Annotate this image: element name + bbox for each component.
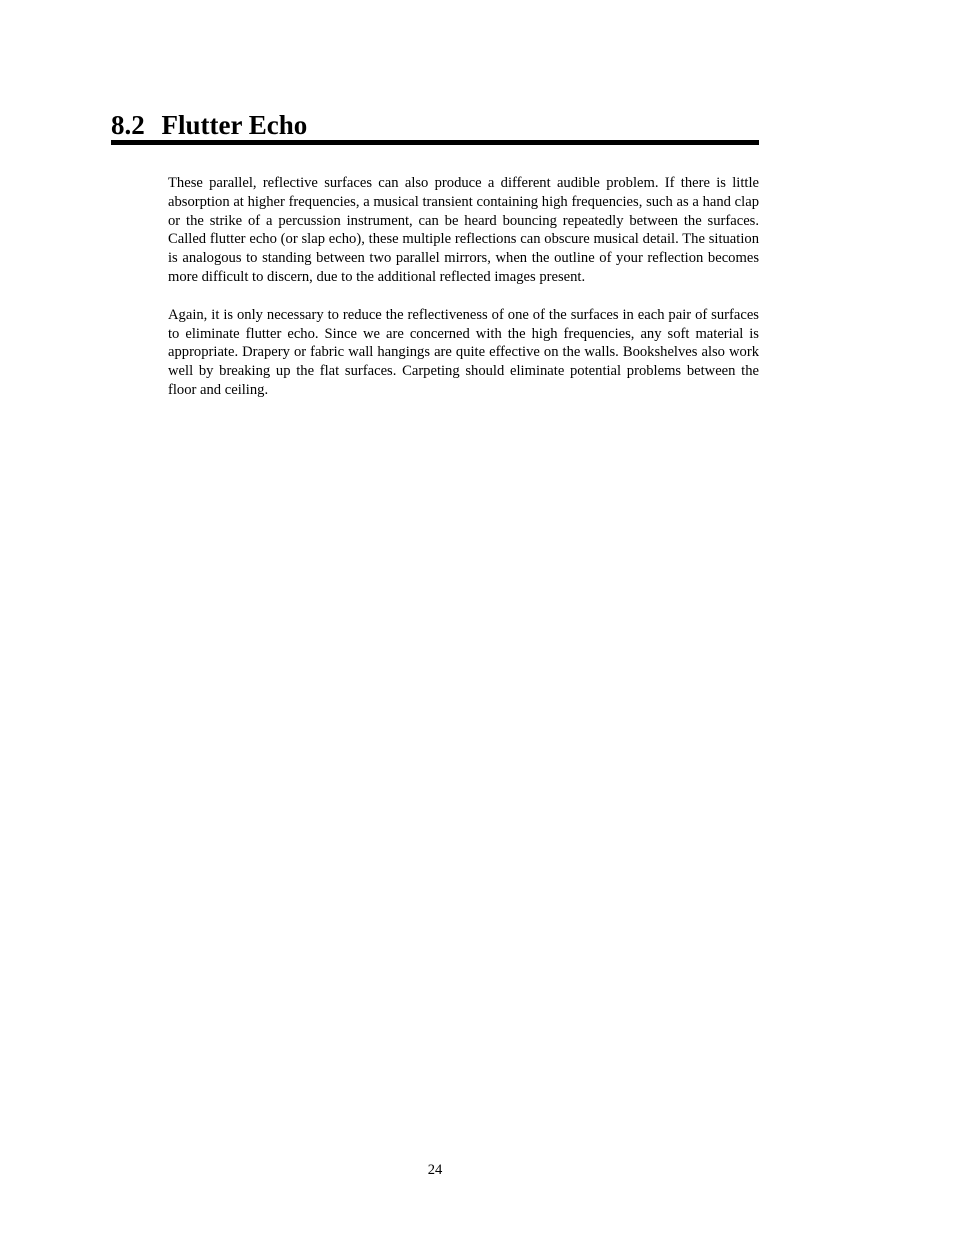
heading-rule	[111, 140, 759, 145]
paragraph: These parallel, reflective surfaces can also produce a different audible problem. If there is little absorption at higher frequencies, a musical transient containing high frequencies, such as a hand clap or the strike of a percussion instrument, can be heard bouncing repeatedly between the surfaces. Called flutter echo (or slap echo), these multiple reflections can obscure musical detail. The situation is analogous to standing between two parallel mirrors, when the outline of your reflection becomes more difficult to discern, due to the additional reflected images present.	[168, 175, 759, 285]
body-text	[168, 174, 759, 419]
section-heading	[111, 108, 759, 142]
section-title: Flutter Echo	[161, 110, 308, 140]
page-number: 24	[427, 1162, 443, 1178]
section-number: 8.2	[111, 110, 145, 140]
paragraph: Again, it is only necessary to reduce the reflectiveness of one of the surfaces in each pair of surfaces to eliminate flutter echo. Since we are concerned with the high frequencies, any soft material is appropriate. Drapery or fabric wall hangings are quite effective on the walls. Bookshelves also work well by breaking up the flat surfaces. Carpeting should eliminate potential problems between the floor and ceiling.	[168, 306, 759, 398]
